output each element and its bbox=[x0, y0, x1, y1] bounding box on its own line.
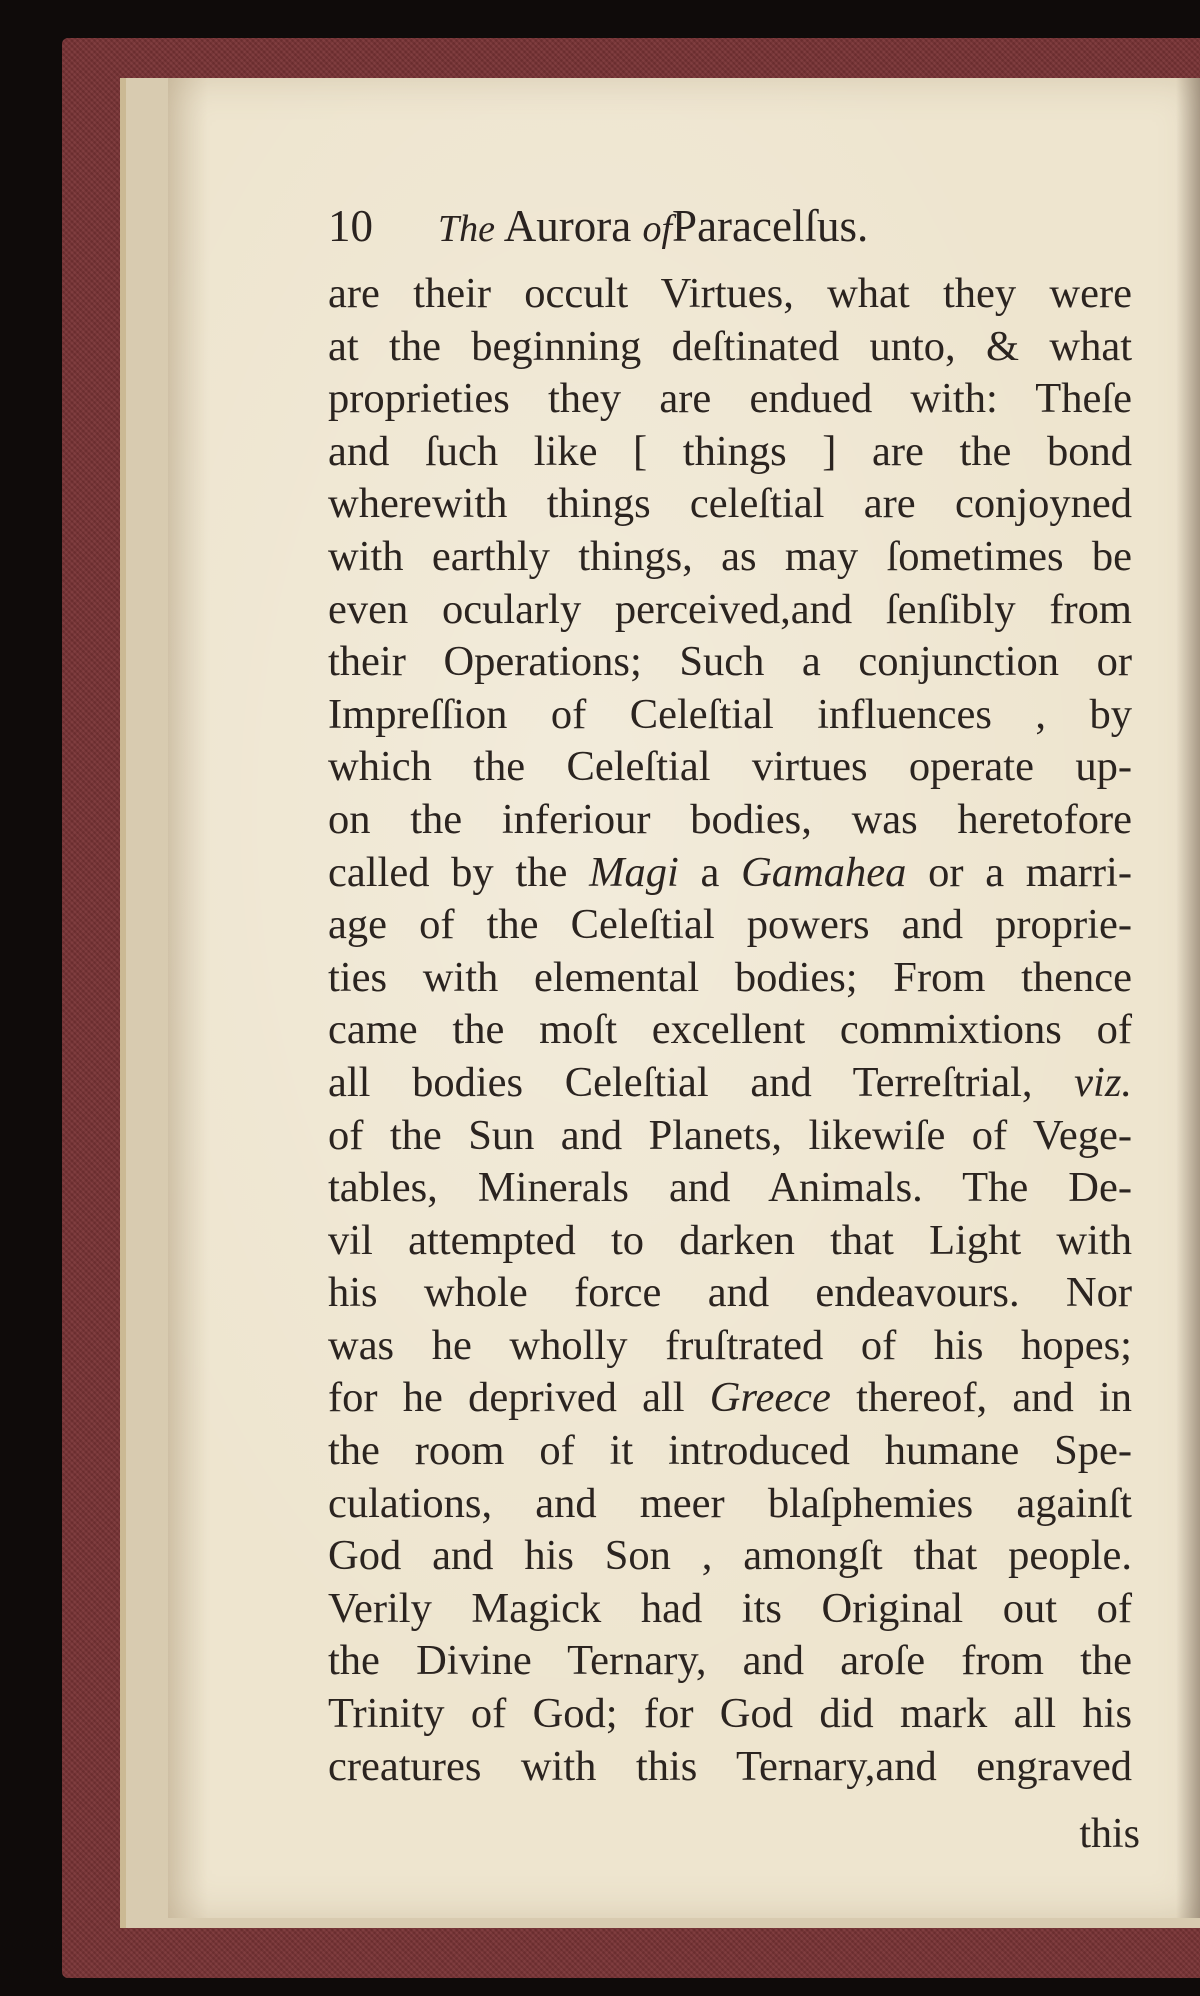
gutter-shadow bbox=[1176, 78, 1200, 1918]
text-line: called by the Magi a Gamahea or a marri- bbox=[328, 848, 1132, 896]
text-line: vil attempted to darken that Light with bbox=[328, 1216, 1132, 1264]
text-line: his whole force and endeavours. Nor bbox=[328, 1269, 1132, 1317]
text-line: all bodies Celeſtial and Terreſtrial, viz. bbox=[328, 1058, 1132, 1106]
text-line: wherewith things celeſtial are conjoyned bbox=[328, 480, 1132, 528]
text-line: was he wholly fruſtrated of his hopes; bbox=[328, 1321, 1132, 1369]
text-line: Trinity of God; for God did mark all his bbox=[328, 1690, 1132, 1738]
body-text bbox=[328, 268, 1132, 1793]
text-line: came the moſt excellent commixtions of bbox=[328, 1006, 1132, 1054]
text-line: proprieties they are endued with: Theſe bbox=[328, 375, 1132, 423]
text-line: are their occult Virtues, what they were bbox=[328, 270, 1132, 317]
text-line: of the Sun and Planets, likewiſe of Vege- bbox=[328, 1111, 1132, 1159]
text-line: Impreſſion of Celeſtial influences , by bbox=[328, 690, 1132, 738]
text-line: even ocularly perceived,and ſenſibly from bbox=[328, 585, 1132, 633]
text-line: their Operations; Such a conjunction or bbox=[328, 638, 1132, 686]
text-line: ties with elemental bodies; From thence bbox=[328, 953, 1132, 1001]
text-line: age of the Celeſtial powers and proprie- bbox=[328, 901, 1132, 949]
text-line: the Divine Ternary, and aroſe from the bbox=[328, 1637, 1132, 1685]
running-head bbox=[328, 196, 1068, 256]
text-line: for he deprived all Greece thereof, and in bbox=[328, 1374, 1133, 1422]
title-word-the: The bbox=[438, 208, 495, 250]
text-line: on the inferiour bodies, was heretofore bbox=[328, 795, 1132, 843]
page-number: 10 bbox=[328, 201, 373, 251]
text-line: which the Celeſtial virtues operate up- bbox=[328, 743, 1132, 791]
italic-word: Gamahea bbox=[741, 848, 907, 896]
text-line: Verily Magick had its Original out of bbox=[328, 1584, 1132, 1632]
text-line: the room of it introduced humane Spe- bbox=[328, 1427, 1132, 1475]
text-line: culations, and meer blaſphemies againſt bbox=[328, 1479, 1132, 1527]
title-word-paracelsus: Paracelſus. bbox=[672, 201, 869, 251]
text-line: at the beginning deſtinated unto, & what bbox=[328, 322, 1132, 370]
italic-word: viz. bbox=[1074, 1058, 1132, 1106]
text-line: God and his Son , amongſt that people. bbox=[328, 1532, 1132, 1580]
italic-word: Magi bbox=[589, 848, 679, 896]
catchword: this bbox=[1079, 1811, 1140, 1857]
italic-word: Greece bbox=[709, 1374, 831, 1422]
title-word-of: of bbox=[642, 208, 673, 250]
text-line: with earthly things, as may ſometimes be bbox=[328, 532, 1132, 580]
title-word-aurora: Aurora bbox=[503, 201, 632, 251]
text-line: and ſuch like [ things ] are the bond bbox=[328, 427, 1132, 475]
text-line: tables, Minerals and Animals. The De- bbox=[328, 1164, 1132, 1212]
text-line: creatures with this Ternary,and engraved bbox=[328, 1742, 1132, 1790]
